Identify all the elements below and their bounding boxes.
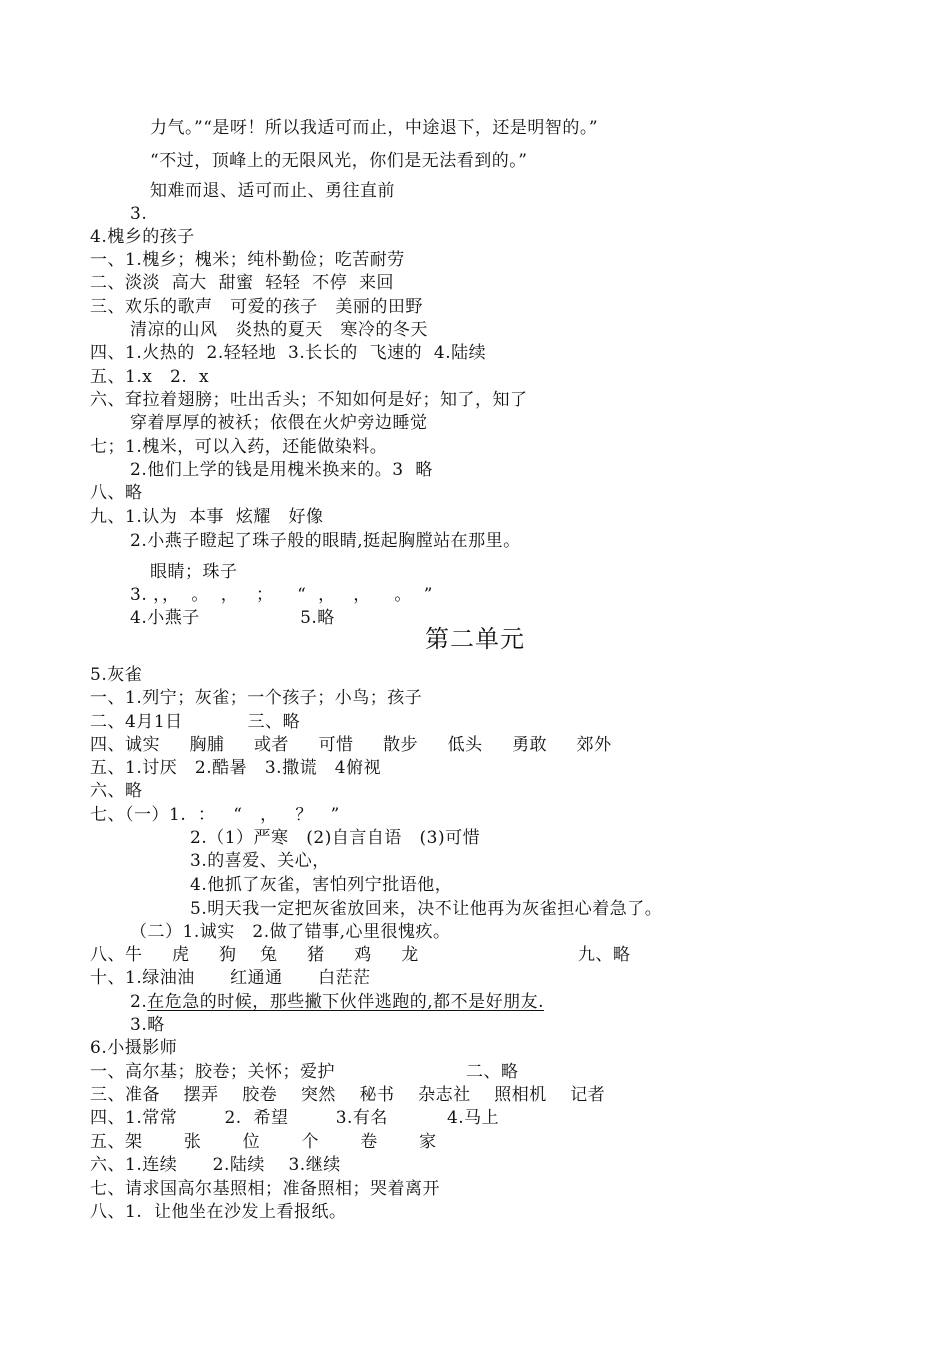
text-line: 眼睛；珠子 (150, 562, 238, 582)
text-line: 3.略 (130, 1015, 165, 1035)
text-line: 五、1.讨厌 2.酷暑 3.撒谎 4俯视 (90, 758, 382, 778)
text-line: 3. (130, 204, 148, 224)
text-line: 六、1.连续 2.陆续 3.继续 (90, 1155, 341, 1175)
text-line: 2.他们上学的钱是用槐米换来的。3 略 (130, 460, 433, 480)
text-line: 六、耷拉着翅膀；吐出舌头；不知如何是好；知了，知了 (90, 390, 528, 410)
text-line: 四、1.常常 2. 希望 3.有名 4.马上 (90, 1108, 500, 1128)
unit-title: 第二单元 (425, 625, 525, 653)
text-line: 力气。”“是呀！所以我适可而止，中途退下，还是明智的。” (150, 118, 599, 138)
text-line: 3.的喜爱、关心， (190, 851, 330, 871)
text-line: 三、欢乐的歌声 可爱的孩子 美丽的田野 (90, 297, 423, 317)
underlined-answer: 在危急的时候，那些撇下伙伴逃跑的,都不是好朋友. (147, 992, 545, 1012)
text-line: 二、淡淡 高大 甜蜜 轻轻 不停 来回 (90, 273, 395, 293)
text-line: 4.他抓了灰雀，害怕列宁批语他， (190, 875, 453, 895)
text-line: 七；1.槐米，可以入药，还能做染料。 (90, 437, 388, 457)
text-line: 五、架 张 位 个 卷 家 (90, 1132, 437, 1152)
text-line: 穿着厚厚的被袄；依偎在火炉旁边睡觉 (130, 413, 428, 433)
text-line: 一、高尔基；胶卷；关怀；爱护 (90, 1062, 335, 1082)
text-line: 四、1.火热的 2.轻轻地 3.长长的 飞速的 4.陆续 (90, 343, 487, 363)
text-line: 三、准备 摆弄 胶卷 突然 秘书 杂志社 照相机 记者 (90, 1085, 606, 1105)
text-line: 九、1.认为 本事 炫耀 好像 (90, 507, 324, 527)
text-line: 八、1. 让他坐在沙发上看报纸。 (90, 1202, 347, 1222)
text-line: 2.（1）严寒 (2)自言自语 (3)可惜 (190, 828, 481, 848)
text-line: 九、略 (578, 945, 631, 965)
text-line: 一、1.槐乡；槐米；纯朴勤俭；吃苦耐劳 (90, 250, 405, 270)
text-line: 二、4月1日 三、略 (90, 712, 301, 732)
text-line: 一、1.列宁；灰雀；一个孩子；小鸟；孩子 (90, 688, 423, 708)
text-line: 七、（一）1. ： “ ， ？ ” (90, 805, 340, 825)
text-line: 八、略 (90, 483, 143, 503)
text-line: 五、1.x 2. x (90, 367, 210, 387)
text-line: 六、略 (90, 781, 143, 801)
text-line: 四、诚实 胸脯 或者 可惜 散步 低头 勇敢 郊外 (90, 735, 612, 755)
item-number: 2. (130, 992, 148, 1012)
text-line: 知难而退、适可而止、勇往直前 (150, 181, 395, 201)
text-line: 十、1.绿油油 红通通 白茫茫 (90, 968, 371, 988)
text-line (130, 991, 544, 1013)
text-line: 4.小燕子 5.略 (130, 608, 335, 628)
text-line: 清凉的山风 炎热的夏天 寒冷的冬天 (130, 320, 428, 340)
section-heading: 4.槐乡的孩子 (90, 227, 195, 247)
section-heading: 6.小摄影师 (90, 1038, 178, 1058)
text-line: （二）1.诚实 2.做了错事,心里很愧疚。 (130, 922, 451, 942)
text-line: 八、牛 虎 狗 兔 猪 鸡 龙 (90, 945, 419, 965)
text-line: 3. ，， 。 ， ； “ ， ， 。 ” (130, 585, 433, 605)
text-line: 七、请求国高尔基照相；准备照相；哭着离开 (90, 1179, 440, 1199)
text-line: 二、略 (466, 1062, 519, 1082)
text-line: 5.明天我一定把灰雀放回来，决不让他再为灰雀担心着急了。 (190, 899, 663, 919)
text-line: 2.小燕子瞪起了珠子般的眼睛,挺起胸膛站在那里。 (130, 531, 521, 551)
text-line: “不过，顶峰上的无限风光，你们是无法看到的。” (150, 151, 528, 171)
section-heading: 5.灰雀 (90, 665, 143, 685)
